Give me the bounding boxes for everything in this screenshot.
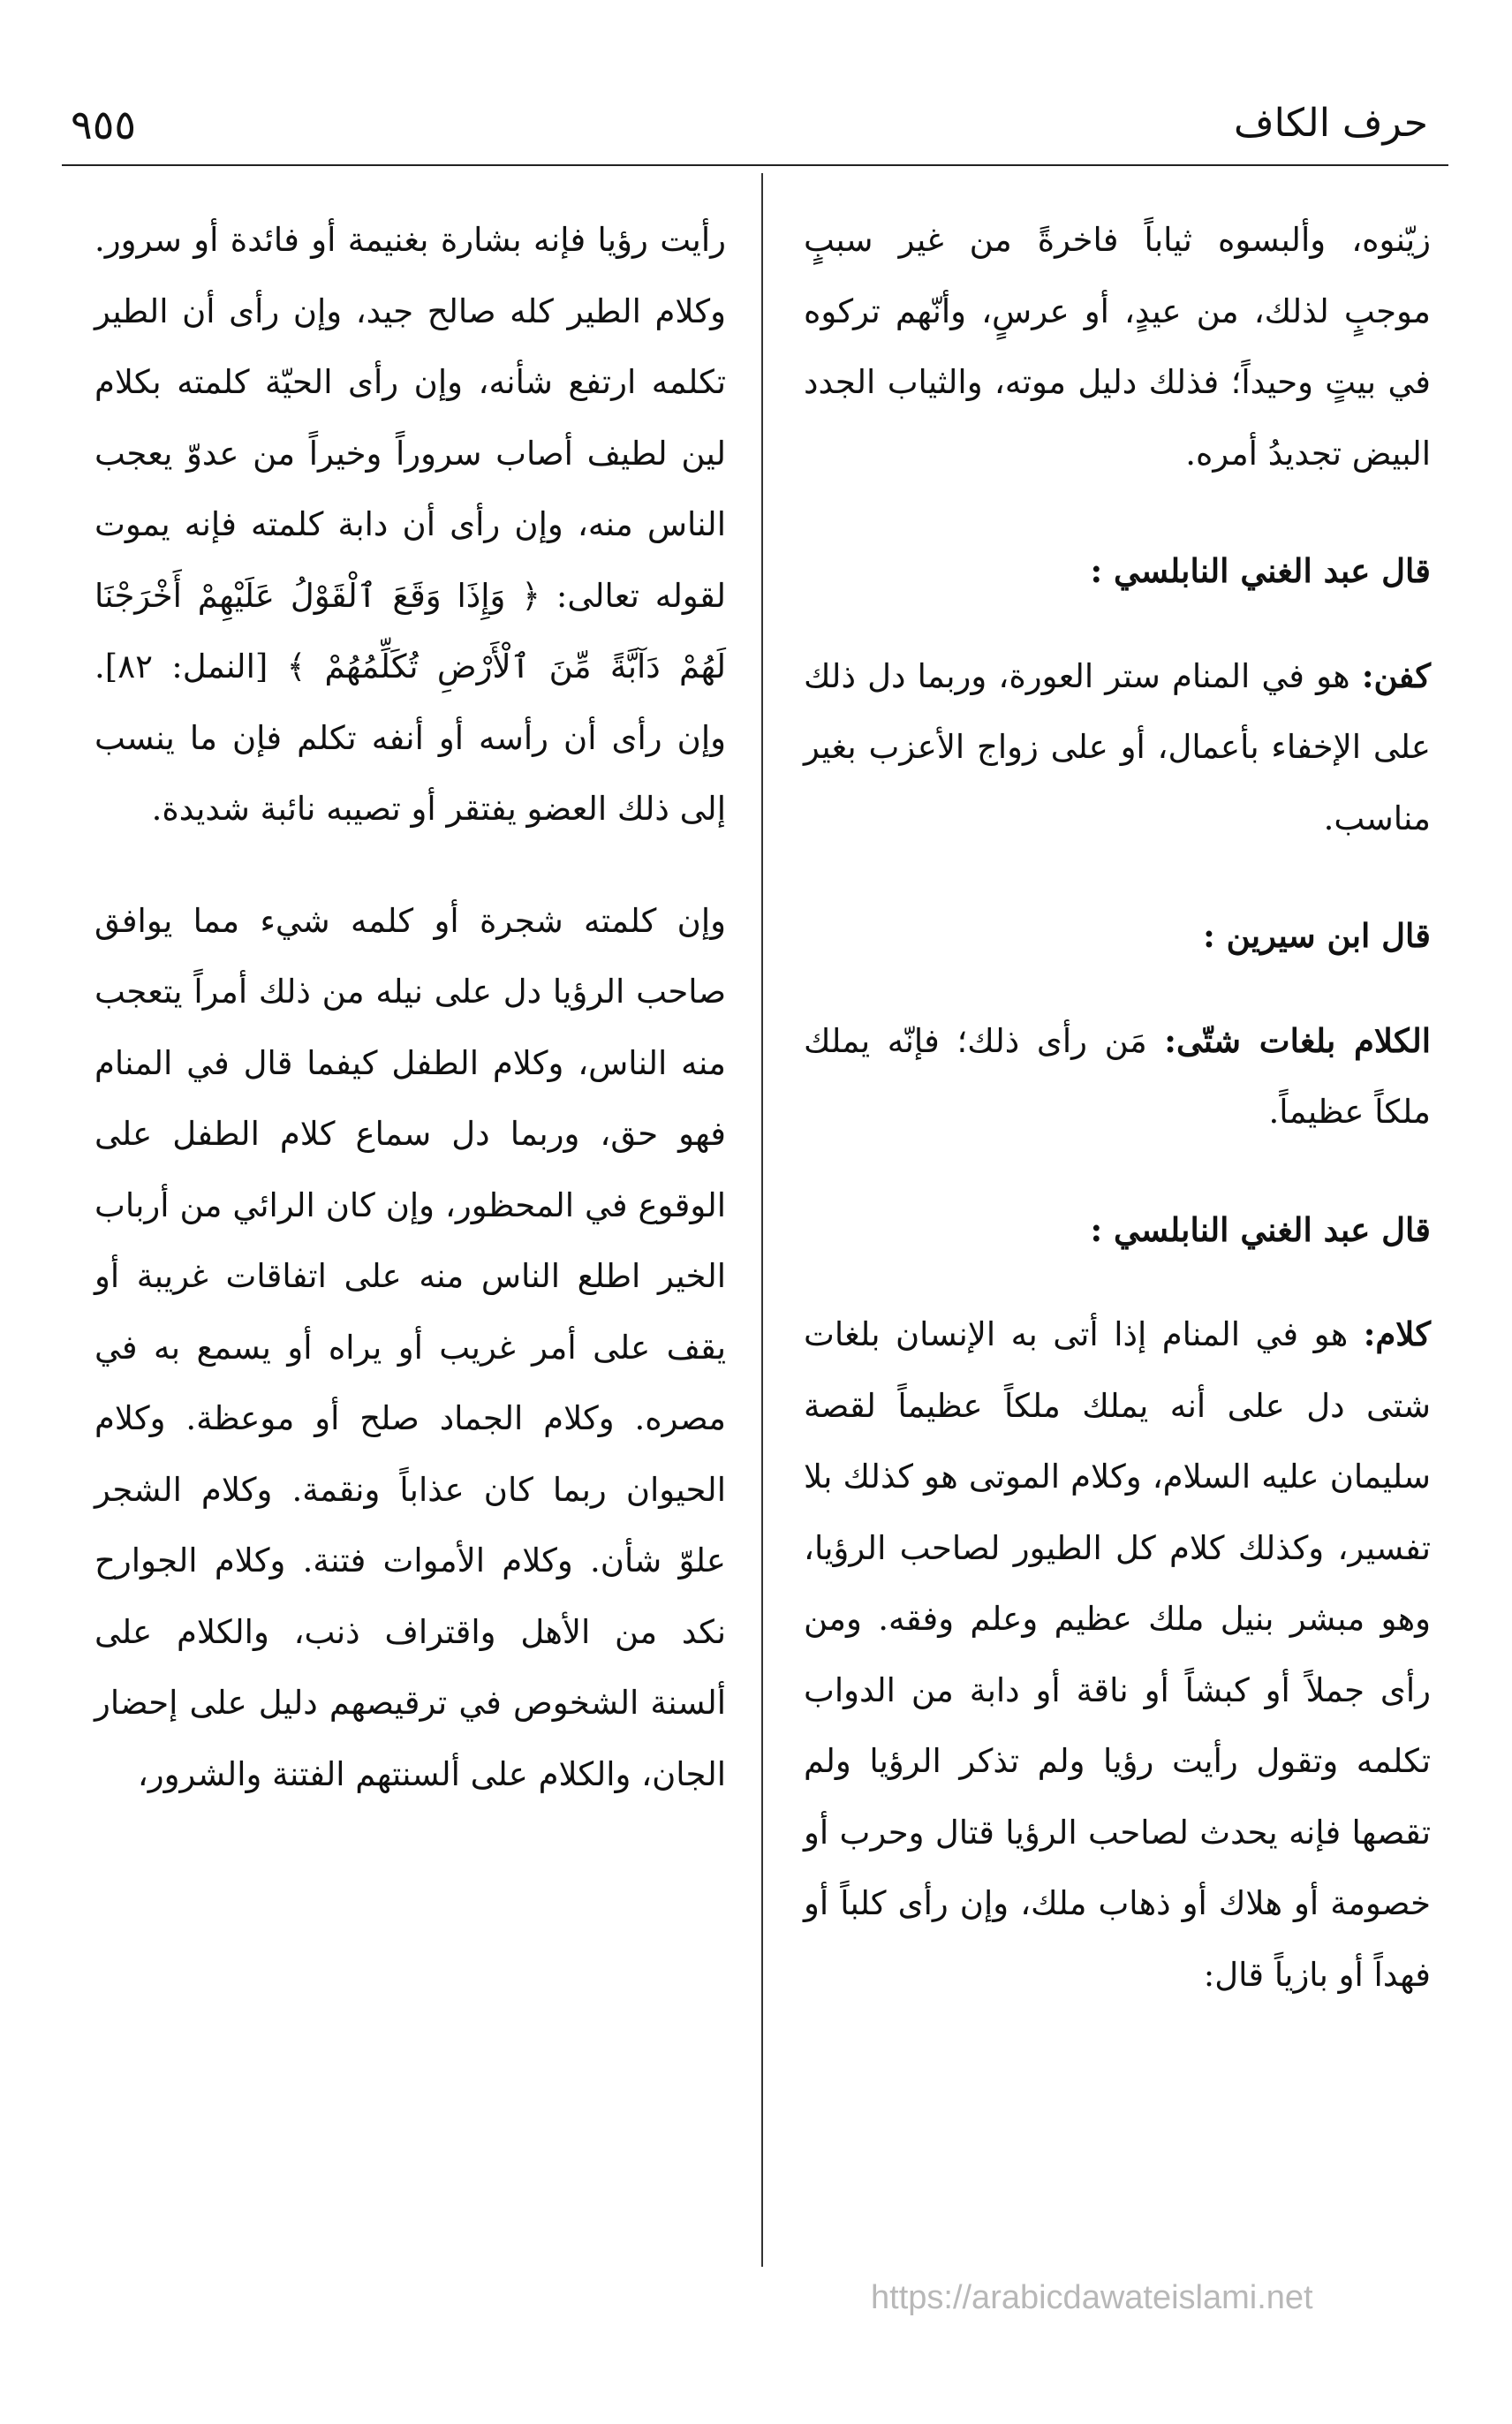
entry-paragraph xyxy=(804,1299,1431,2011)
entry-paragraph xyxy=(804,1005,1431,1148)
header-rule xyxy=(62,164,1448,166)
entry-text: هو في المنام إذا أتى به الإنسان بلغات شتى دل على أنه يملك ملكاً عظيماً لقصة سليمان عليه السلام، وكلام الموتى هو كذلك بلا تفسير، وكذلك كلام كل الطيور لصاحب الرؤيا، وهو مبشر بنيل ملك عظيم وعلم وفقه. ومن رأى جملاً أو كبشاً أو ناقة أو دابة من الدواب تكلمه وتقول رأيت رؤيا ولم تذكر الرؤيا ولم تقصها فإنه يحدث لصاحب الرؤيا قتال وحرب أو خصومة أو هلاك أو ذهاب ملك، وإن رأى كلباً أو فهداً أو بازياً قال: xyxy=(804,1315,1431,1994)
entry-paragraph xyxy=(804,640,1431,855)
left-column xyxy=(94,205,726,1810)
watermark-url: https://arabicdawateislami.net xyxy=(871,2279,1313,2316)
entry-term: كلام: xyxy=(1363,1314,1431,1353)
quran-verse: ﴿ وَإِذَا وَقَعَ ٱلْقَوْلُ عَلَيْهِمْ أَخْرَجْنَا لَهُمْ دَآبَّةً مِّنَ ٱلْأَرْضِ تُكَلِّمُهُمْ ﴾ xyxy=(94,576,726,686)
section-heading: قال ابن سيرين : xyxy=(1203,916,1431,955)
entry-text: هو في المنام ستر العورة، وربما دل ذلك على الإخفاء بأعمال، أو على زواج الأعزب بغير مناسب. xyxy=(804,656,1431,837)
page-number: ٩٥٥ xyxy=(71,101,137,148)
paragraph: وإن كلمته شجرة أو كلمه شيء مما يوافق صاحب الرؤيا دل على نيله من ذلك أمراً يتعجب منه الناس، وكلام الطفل كيفما قال في المنام فهو حق، وربما دل سماع كلام الطفل على الوقوع في المحظور، وإن كان الرائي من أرباب الخير اطلع الناس منه على اتفاقات غريبة أو يقف على أمر غريب أو يراه أو يسمع به في مصره. وكلام الجماد صلح أو موعظة. وكلام الحيوان ربما كان عذاباً ونقمة. وكلام الشجر علوّ شأن. وكلام الأموات فتنة. وكلام الجوارح نكد من الأهل واقتراف ذنب، والكلام على ألسنة الشخوص في ترقيصهم دليل على إحضار الجان، والكلام على ألسنتهم الفتنة والشرور، xyxy=(94,901,726,1793)
chapter-header: حرف الكاف xyxy=(1233,101,1428,146)
entry-term: كفن: xyxy=(1361,655,1431,695)
paragraph xyxy=(94,205,726,845)
paragraph-text: [النمل: ٨٢]. وإن رأى أن رأسه أو أنفه تكلم فإن ما ينسب إلى ذلك العضو يفتقر أو تصيبه نائبة شديدة. xyxy=(94,648,726,828)
entry-text: مَن رأى ذلك؛ فإنّه يملك ملكاً عظيماً. xyxy=(804,1021,1431,1131)
paragraph: زيّنوه، وألبسوه ثياباً فاخرةً من غير سببٍ موجبٍ لذلك، من عيدٍ، أو عرسٍ، وأنّهم تركوه في بيتٍ وحيداً؛ فذلك دليل موته، والثياب الجدد البيض تجديدُ أمره. xyxy=(804,221,1431,473)
section-heading: قال عبد الغني النابلسي : xyxy=(1090,1209,1431,1249)
column-divider xyxy=(761,173,763,2267)
paragraph-text: رأيت رؤيا فإنه بشارة بغنيمة أو فائدة أو سرور. وكلام الطير كله صالح جيد، وإن رأى أن الطير تكلمه ارتفع شأنه، وإن رأى الحيّة كلمته بكلام لين لطيف أصاب سروراً وخيراً من عدوّ يعجب الناس منه، وإن رأى أن دابة كلمته فإنه يموت لقوله تعالى: xyxy=(94,221,726,615)
right-column xyxy=(804,205,1431,2011)
section-heading: قال عبد الغني النابلسي : xyxy=(1090,551,1431,590)
entry-term: الكلام بلغات شتّى: xyxy=(1164,1020,1431,1060)
